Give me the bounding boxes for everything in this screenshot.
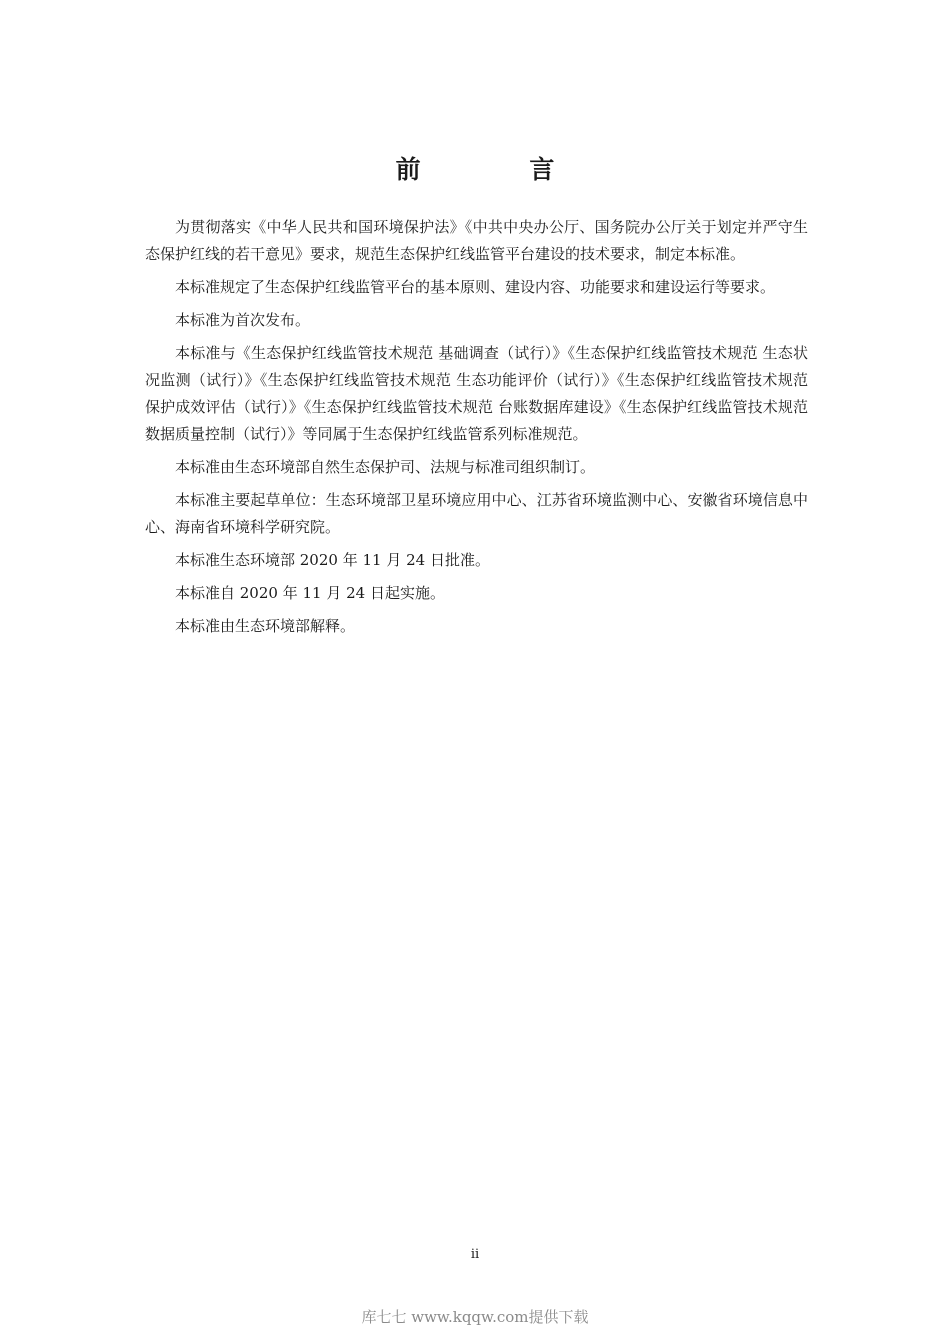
paragraph-scope: 本标准规定了生态保护红线监管平台的基本原则、建设内容、功能要求和建设运行等要求。 xyxy=(175,278,776,296)
paragraph-interpretation: 本标准由生态环境部解释。 xyxy=(175,617,356,635)
paragraph-purpose: 为贯彻落实《中华人民共和国环境保护法》《中共中央办公厅、国务院办公厅关于划定并严守生态保护红线的若干意见》要求，规范生态保护红线监管平台建设的技术要求，制定本标准。 xyxy=(145,218,808,263)
page-title: 前 言 xyxy=(395,155,605,184)
foreword-body xyxy=(145,214,808,646)
paragraph-approval-date: 本标准生态环境部 2020 年 11 月 24 日批准。 xyxy=(175,551,490,569)
paragraph-first-release: 本标准为首次发布。 xyxy=(175,311,311,329)
download-watermark: 库七七 www.kqqw.com提供下载 xyxy=(361,1308,589,1326)
paragraph-effective-date: 本标准自 2020 年 11 月 24 日起实施。 xyxy=(175,584,445,602)
page-number: ii xyxy=(470,1247,480,1262)
paragraph-drafting-units: 本标准主要起草单位：生态环境部卫星环境应用中心、江苏省环境监测中心、安徽省环境信息中心、海南省环境科学研究院。 xyxy=(145,491,808,536)
paragraph-series: 本标准与《生态保护红线监管技术规范 基础调查（试行）》《生态保护红线监管技术规范 生态状况监测（试行）》《生态保护红线监管技术规范 生态功能评价（试行）》《生态保护红线监管技术规范 保护成效评估（试行）》《生态保护红线监管技术规范 台账数据库建设》《生态保护红线监管技术规范 数据质量控制（试行）》等同属于生态保护红线监管系列标准规范。 xyxy=(145,344,808,443)
paragraph-organizer: 本标准由生态环境部自然生态保护司、法规与标准司组织制订。 xyxy=(175,458,596,476)
